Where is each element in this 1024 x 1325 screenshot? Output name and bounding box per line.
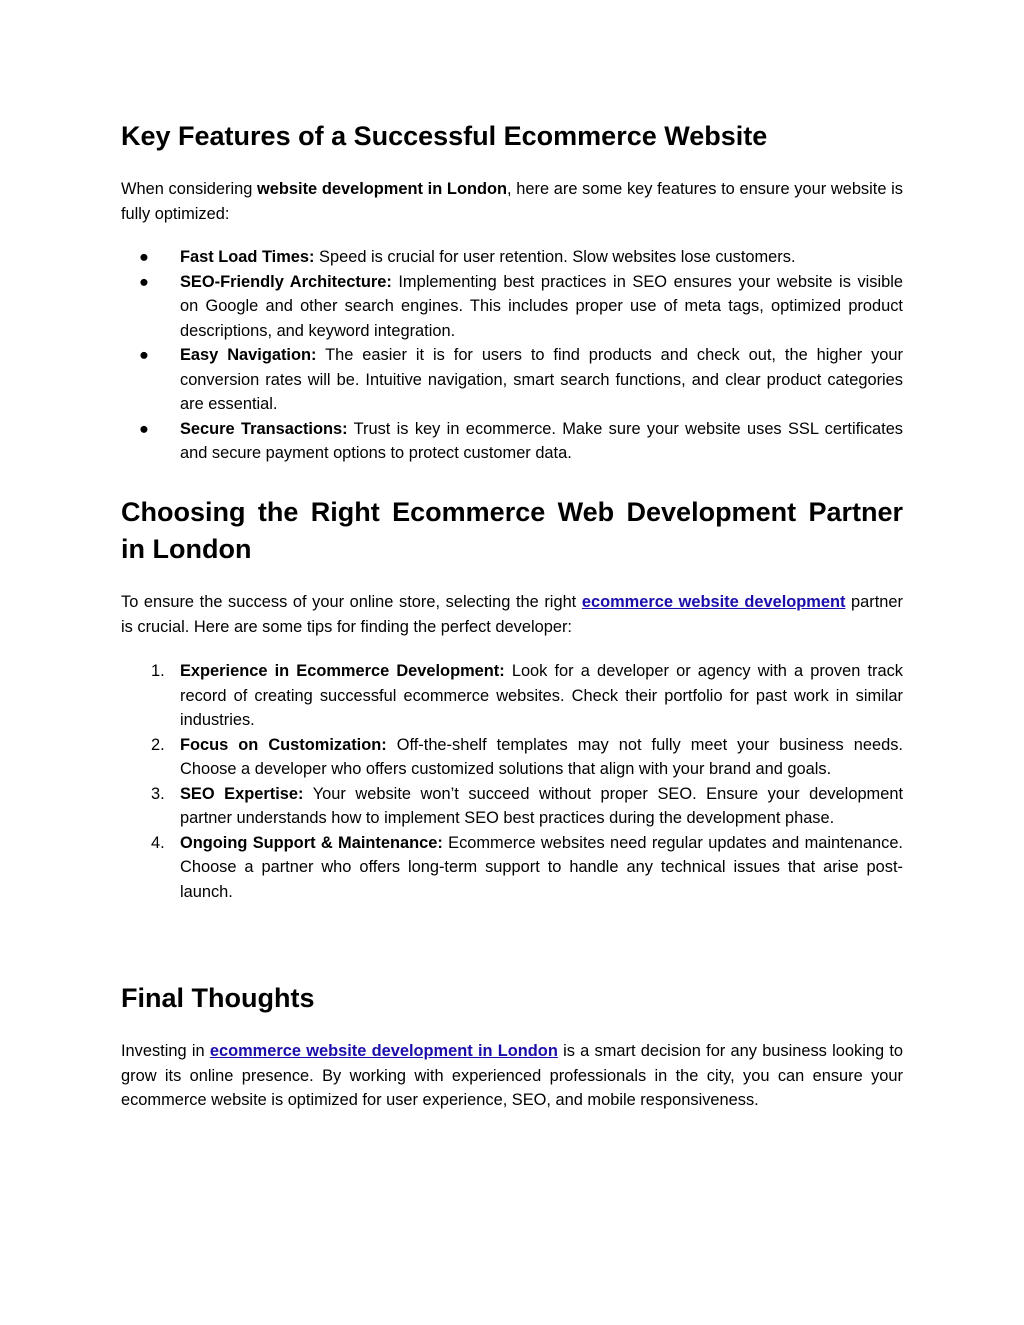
tips-numbered-list (121, 659, 903, 904)
ecommerce-website-development-london-link[interactable]: ecommerce website development in London (209, 1042, 558, 1060)
list-item (121, 831, 903, 905)
list-item-text: Ecommerce websites need regular updates and maintenance. Choose a partner who offers long-term support to handle any technical issues that arise post-launch. (180, 833, 903, 901)
list-item-text: Trust is key in ecommerce. Make sure your website uses SSL certificates and secure payment options to protect customer data. (180, 419, 903, 462)
list-item-title: Secure Transactions: (180, 419, 348, 438)
list-item-title: Experience in Ecommerce Development: (180, 662, 505, 680)
list-item (121, 270, 903, 344)
list-item-text: Look for a developer or agency with a proven track record of creating successful ecommerce websites. Check their portfolio for past work in similar industries. (180, 662, 903, 729)
list-item (121, 782, 903, 831)
final-paragraph (121, 1039, 903, 1113)
bullet-icon: ● (139, 272, 149, 291)
final-text-end: is a smart decision for any business looking to grow its online presence. By working with experienced professionals in the city, you can ensure your ecommerce website is optimized for user experience, SEO, and mobile responsiveness. (121, 1042, 903, 1109)
list-item-number: 2. (151, 735, 165, 754)
list-item (121, 245, 903, 270)
heading-key-features: Key Features of a Successful Ecommerce Website (121, 121, 768, 151)
list-item (121, 343, 903, 417)
list-item (121, 659, 903, 733)
list-item-text: The easier it is for users to find products and check out, the higher your conversion rates will be. Intuitive navigation, smart search functions, and clear product categories are essential. (180, 346, 904, 413)
intro-paragraph-key-features (121, 177, 903, 226)
list-item-title: Easy Navigation: (180, 346, 317, 364)
list-item-text: Implementing best practices in SEO ensures your website is visible on Google and other search engines. This includes proper use of meta tags, optimized product descriptions, and keyword integration. (180, 272, 904, 340)
intro-bold-keyword: website development in London (257, 180, 508, 198)
bullet-icon: ● (139, 248, 149, 266)
intro-paragraph-choosing-partner (121, 590, 903, 639)
list-item-title: Fast Load Times: (180, 248, 315, 266)
intro-text-end: partner is crucial. Here are some tips for finding the perfect developer: (121, 593, 903, 636)
list-item-title: Focus on Customization: (180, 735, 387, 754)
heading-final-thoughts: Final Thoughts (121, 983, 315, 1013)
intro-text-start: To ensure the success of your online store, selecting the right (121, 593, 582, 611)
list-item (121, 733, 903, 782)
list-item-number: 1. (151, 662, 165, 680)
features-bullet-list (121, 245, 903, 466)
list-item (121, 417, 903, 466)
ecommerce-website-development-link[interactable]: ecommerce website development (581, 593, 846, 611)
list-item-title: Ongoing Support & Maintenance: (180, 833, 443, 852)
list-item-text: Off-the-shelf templates may not fully meet your business needs. Choose a developer who offers customized solutions that align with your brand and goals. (180, 735, 903, 778)
intro-text-end: , here are some key features to ensure your website is fully optimized: (121, 180, 903, 223)
list-item-number: 4. (151, 833, 165, 852)
list-item-text: Speed is crucial for user retention. Slow websites lose customers. (314, 248, 796, 266)
final-text-start: Investing in (121, 1042, 210, 1060)
list-item-title: SEO Expertise: (180, 784, 304, 803)
list-item-text: Your website won’t succeed without proper SEO. Ensure your development partner understands how to implement SEO best practices during the development phase. (180, 784, 903, 827)
intro-text-start: When considering (121, 180, 258, 198)
bullet-icon: ● (139, 419, 149, 438)
list-item-title: SEO-Friendly Architecture: (180, 272, 392, 291)
bullet-icon: ● (139, 346, 149, 364)
heading-choosing-partner: Choosing the Right Ecommerce Web Development Partner in London (121, 497, 903, 564)
list-item-number: 3. (151, 784, 165, 803)
